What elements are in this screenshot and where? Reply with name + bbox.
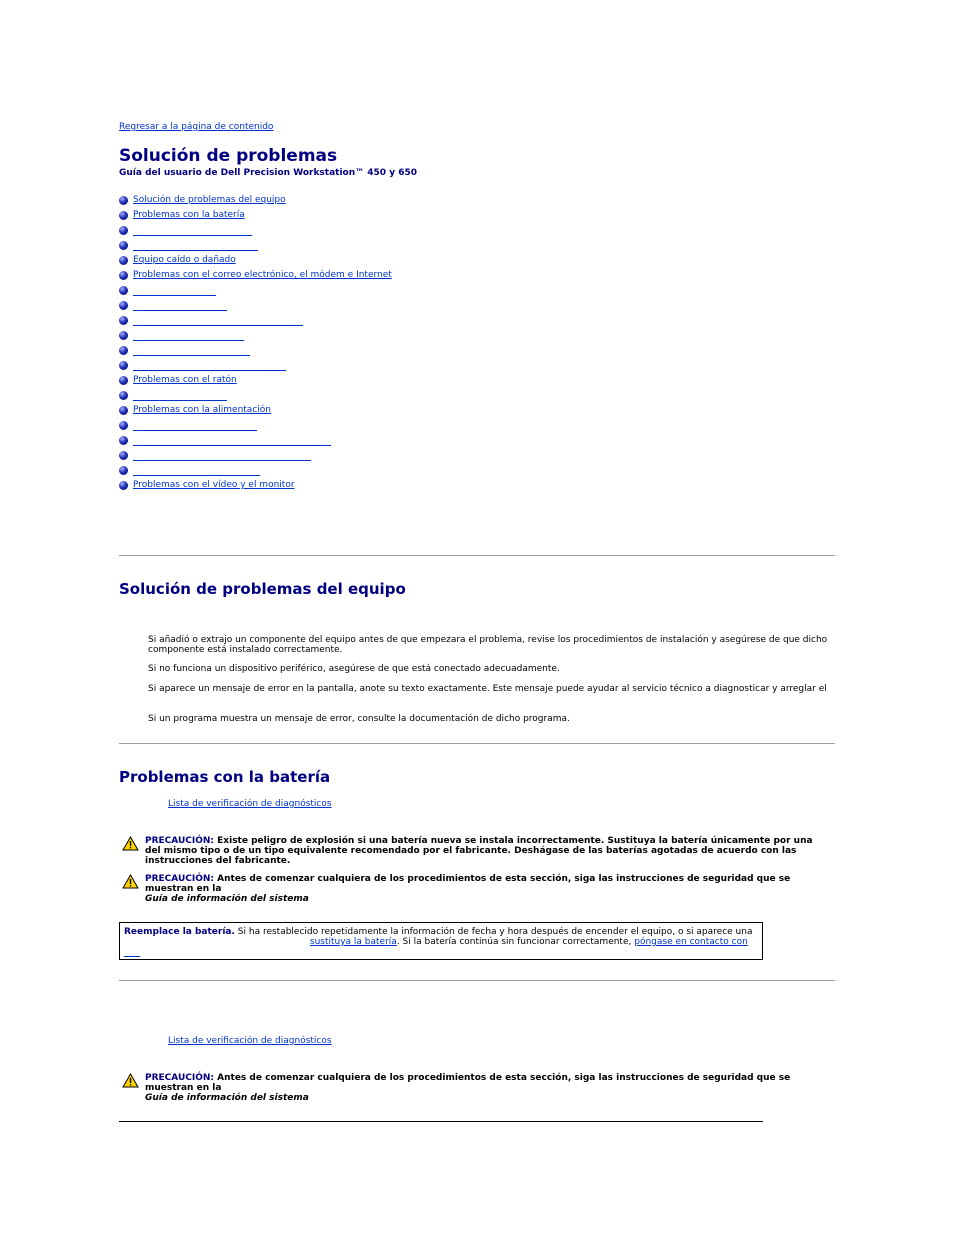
caution-label: PRECAUCIÓN:: [145, 874, 215, 884]
bullet-icon: [119, 346, 128, 355]
toc-link-blank[interactable]: [133, 301, 227, 311]
checklist-link[interactable]: Lista de verificación de diagnósticos: [168, 1036, 332, 1046]
toc-item: [119, 463, 392, 478]
toc-item: [119, 418, 392, 433]
note-text: . Si la batería continúa sin funcionar correctamente,: [396, 937, 632, 947]
bullet-icon: [119, 481, 128, 490]
replace-battery-link[interactable]: sustituya la batería: [309, 937, 397, 947]
caution-body: Antes de comenzar cualquiera de los procedimientos de esta sección, siga las instrucciones de seguridad que se muestran en la: [145, 874, 791, 894]
caution-notice: [122, 1073, 830, 1103]
bullet-icon: [119, 301, 128, 310]
toc-link-blank[interactable]: [133, 346, 250, 356]
bullet-icon: [119, 211, 128, 220]
toc-link-blank[interactable]: [133, 421, 257, 431]
checklist-link[interactable]: Lista de verificación de diagnósticos: [168, 799, 332, 809]
warning-icon: [122, 874, 139, 889]
toc-item: [119, 238, 392, 253]
bullet-icon: [119, 256, 128, 265]
toc-item: [119, 283, 392, 298]
toc-link-blank[interactable]: [133, 451, 311, 461]
toc-item: [119, 313, 392, 328]
paragraph: Si no funciona un dispositivo periférico, asegúrese de que está conectado adecuadamente.: [148, 664, 560, 674]
toc-link-equipo[interactable]: Solución de problemas del equipo: [133, 195, 286, 205]
toc-link-blank[interactable]: [133, 436, 331, 446]
bullet-icon: [119, 466, 128, 475]
battery-note-box: [119, 922, 763, 960]
bullet-icon: [119, 406, 128, 415]
note-lead: Reemplace la batería.: [124, 927, 235, 937]
caution-body: Antes de comenzar cualquiera de los procedimientos de esta sección, siga las instrucciones de seguridad que se muestran en la: [145, 1073, 791, 1093]
toc-link-alimentacion[interactable]: Problemas con la alimentación: [133, 405, 271, 415]
page-subtitle: Guía del usuario de Dell Precision Workstation™ 450 y 650: [119, 168, 417, 178]
toc-link-blank[interactable]: [133, 286, 216, 296]
toc-item: [119, 343, 392, 358]
toc-link-equipo-caido[interactable]: Equipo caído o dañado: [133, 255, 236, 265]
paragraph: Si un programa muestra un mensaje de error, consulte la documentación de dicho programa.: [148, 714, 570, 724]
toc-item: [119, 298, 392, 313]
toc-link-blank[interactable]: [133, 316, 303, 326]
toc-item: [119, 478, 392, 493]
bullet-icon: [119, 331, 128, 340]
bullet-icon: [119, 376, 128, 385]
bullet-icon: [119, 241, 128, 250]
bullet-icon: [119, 391, 128, 400]
toc-link-video-monitor[interactable]: Problemas con el vídeo y el monitor: [133, 480, 295, 490]
caution-label: PRECAUCIÓN:: [145, 1073, 215, 1083]
section-divider: [119, 743, 835, 744]
caution-text: [145, 874, 830, 904]
bullet-icon: [119, 451, 128, 460]
toc-item: [119, 223, 392, 238]
toc-item: [119, 403, 392, 418]
toc-link-blank[interactable]: [133, 391, 227, 401]
bullet-icon: [119, 286, 128, 295]
bullet-icon: [119, 226, 128, 235]
caution-body: Existe peligro de explosión si una batería nueva se instala incorrectamente. Sustituya la batería únicamente por una del mismo tipo o de un tipo equivalente recomendado por el fabricante. Deshágase de las baterías agotadas de acuerdo con las instrucciones del fabricante.: [145, 836, 813, 866]
paragraph: Si aparece un mensaje de error en la pantalla, anote su texto exactamente. Este mensaje puede ayudar al servicio técnico a diagnosticar y arreglar el: [148, 684, 827, 694]
note-text: Si ha restablecido repetidamente la información de fecha y hora después de encender el equipo, o si aparece una: [237, 927, 753, 937]
caution-text: [145, 1073, 830, 1103]
safety-guide-title: Guía de información del sistema: [145, 1093, 309, 1103]
toc-link-blank[interactable]: [133, 226, 252, 236]
toc-link-blank[interactable]: [133, 331, 244, 341]
toc-list: [119, 193, 392, 493]
bullet-icon: [119, 316, 128, 325]
toc-item: [119, 193, 392, 208]
contact-dell-link[interactable]: póngase en contacto con: [634, 937, 748, 947]
toc-link-raton[interactable]: Problemas con el ratón: [133, 375, 237, 385]
caution-text: [145, 836, 830, 866]
safety-guide-title: Guía de información del sistema: [145, 894, 309, 904]
toc-link-blank[interactable]: [133, 361, 286, 371]
toc-item: [119, 448, 392, 463]
toc-link-bateria[interactable]: Problemas con la batería: [133, 210, 245, 220]
section-title-bateria: Problemas con la batería: [119, 768, 331, 786]
contact-dell-link-continued[interactable]: [124, 947, 140, 957]
toc-item: [119, 358, 392, 373]
toc-item: [119, 328, 392, 343]
toc-item: [119, 388, 392, 403]
back-to-contents-link[interactable]: Regresar a la página de contenido: [119, 122, 274, 132]
bullet-icon: [119, 196, 128, 205]
bullet-icon: [119, 361, 128, 370]
section-divider: [119, 555, 835, 556]
paragraph: Si añadió o extrajo un componente del equipo antes de que empezara el problema, revise los procedimientos de instalación y asegúrese de que dicho componente está instalado correctamente.: [148, 635, 828, 655]
toc-item: [119, 373, 392, 388]
bullet-icon: [119, 421, 128, 430]
caution-notice: [122, 836, 830, 866]
toc-link-blank[interactable]: [133, 466, 260, 476]
warning-icon: [122, 836, 139, 851]
toc-item: [119, 268, 392, 283]
toc-item: [119, 433, 392, 448]
section-title-equipo: Solución de problemas del equipo: [119, 580, 406, 598]
caution-label: PRECAUCIÓN:: [145, 836, 215, 846]
toc-link-blank[interactable]: [133, 241, 258, 251]
bullet-icon: [119, 436, 128, 445]
bullet-icon: [119, 271, 128, 280]
toc-item: [119, 208, 392, 223]
table-border-top: [119, 1121, 763, 1122]
toc-item: [119, 253, 392, 268]
toc-link-correo-modem[interactable]: Problemas con el correo electrónico, el módem e Internet: [133, 270, 392, 280]
page-title: Solución de problemas: [119, 146, 338, 166]
section-divider: [119, 980, 835, 981]
caution-notice: [122, 874, 830, 904]
warning-icon: [122, 1073, 139, 1088]
